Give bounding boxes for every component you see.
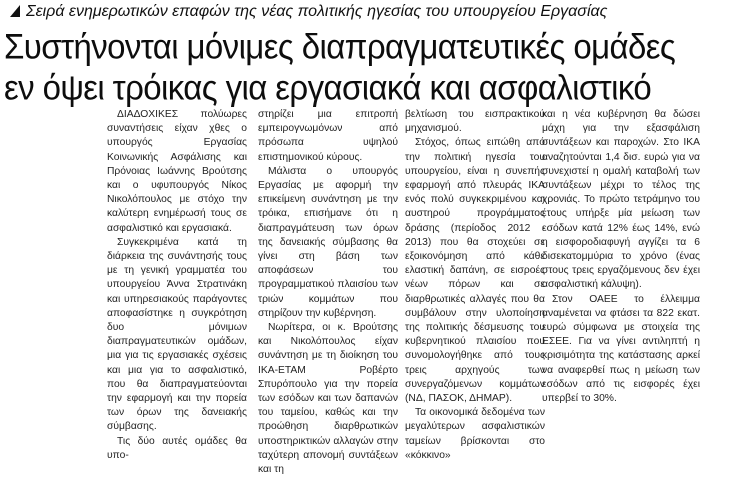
column-3-paragraph-3: Τα οικονομικά δεδομένα των μεγαλύτερων ασφαλιστικών ταμείων βρίσκονται στο «κόκκινο» [405,407,545,461]
column-4-paragraph-1: και η νέα κυβέρνηση θα δώσει μάχη για την εξασφάλιση συντάξεων και παροχών. Στο ΙΚΑ αναζητούνται 1,4 δισ. ευρώ για να συνεχιστεί η ομαλή καταβολή των συντάξεων μέχρι το τέλος της χρονιάς. Το πρώτο τετράμηνο του έτους υπήρξε μία μείωση των εσόδων κατά 12% έως 14%, ενώ η εισφοροδιαφυγή αγγίζει τα 6 δισεκατομμύρια το χρόνο (ένας στους τρεις εργαζόμενους δεν έχει ασφαλιστική κάλυψη). [542,109,700,291]
column-3-paragraph-1: βελτίωση του εισπρακτικού μηχανισμού. [405,109,545,135]
column-1-paragraph-1: ΔΙΑΔΟΧΙΚΕΣ πολύωρες συναντήσεις είχαν χθες ο υπουργός Εργασίας Κοινωνικής Ασφάλισης και Πρόνοιας Ιωάννης Βρούτσης και ο υφυπουργός Νίκος Νικολόπουλος με στόχο την καλύτερη ενημέρωσή τους σε ασφαλιστικό και εργασιακά. [107,109,247,234]
headline-line-1: Συστήνονται μόνιμες διαπραγματευτικές ομάδες [4,26,676,66]
column-1-paragraph-3: Τις δύο αυτές ομάδες θα υπο- [107,435,247,461]
article-column-2 [258,108,398,476]
article-headline [4,26,746,108]
article-column-4 [542,108,700,432]
column-2-paragraph-1: στηρίζει μια επιτροπή εμπειρογνωμόνων από πρόσωπα υψηλού επιστημονικού κύρους. [258,109,398,163]
column-2-paragraph-2: Μάλιστα ο υπουργός Εργασίας με αφορμή την επικείμενη συνάντηση με την τρόικα, επισήμανε ότι η διαπραγμάτευση των όρων της δανειακής σύμβασης θα γίνει στη βάση των αποφάσεων του προγραμματικού πλαισίου των τριών κομμάτων που στηρίζουν την κυβέρνηση. [258,165,398,319]
kicker-text: Σειρά ενημερωτικών επαφών της νέας πολιτικής ηγεσίας του υπουργείου Εργασίας [26,3,608,20]
article-column-3 [405,108,545,461]
column-3-paragraph-2: Στόχος, όπως ειπώθη από την πολιτική ηγεσία του υπουργείου, είναι η συνεπής εφαρμογή από πλευράς ΙΚΑ ενός πολύ συγκεκριμένου και αυστηρού προγράμματος δράσης (περίοδος 2012 - 2013) που θα στοχεύει σε εξοικονόμηση από κάθε ελαστική δαπάνη, σε εισροές νέων πόρων και σε διαρθρωτικές αλλαγές που θα συμβάλουν στην υλοποίηση της πολιτικής δέσμευσης του κυβερνητικού πλαισίου που συνομολογήθηκε από τους τρεις αρχηγούς των συνεργαζόμενων κομμάτων (ΝΔ, ΠΑΣΟΚ, ΔΗΜΑΡ). [405,137,545,405]
column-4-paragraph-2: Στον ΟΑΕΕ το έλλειμμα αναμένεται να φτάσει τα 822 εκατ. ευρώ σύμφωνα με στοιχεία της ΕΣΕΕ. Για να γίνει αντιληπτή η κρισιμότητα της κατάστασης αρκεί να αναφερθεί πως η μείωση των εσόδων από τις εισφορές έχει υπερβεί το 30%. [542,293,700,405]
triangle-marker-icon [10,5,20,17]
article-kicker [10,2,745,22]
column-2-paragraph-3: Νωρίτερα, οι κ. Βρούτσης και Νικολόπουλος είχαν συνάντηση με τη διοίκηση του ΙΚΑ-ΕΤΑΜ Ροβέρτο Σπυρόπουλο για την πορεία των εσόδων και των δαπανών του ταμείου, καθώς και την προώθηση διαρθρωτικών υποστηρικτικών αλλαγών στην ταχύτερη απονομή συντάξεων και τη [258,322,398,476]
column-1-paragraph-2: Συγκεκριμένα κατά τη διάρκεια της συνάντησής τους με τη γενική γραμματέα του υπουργείου Άννα Στρατινάκη και υπηρεσιακούς παράγοντες αποφασίστηκε η συγκρότηση δυο μόνιμων διαπραγματευτικών ομάδων, μια για τις εργασιακές σχέσεις και μια για το ασφαλιστικό, που θα διαπραγματεύονται την εφαρμογή και την πορεία των όρων της δανειακής σύμβασης. [107,236,247,433]
headline-line-2: εν όψει τρόικας για εργασιακά και ασφαλιστικό [4,67,652,107]
article-column-1 [107,108,247,461]
